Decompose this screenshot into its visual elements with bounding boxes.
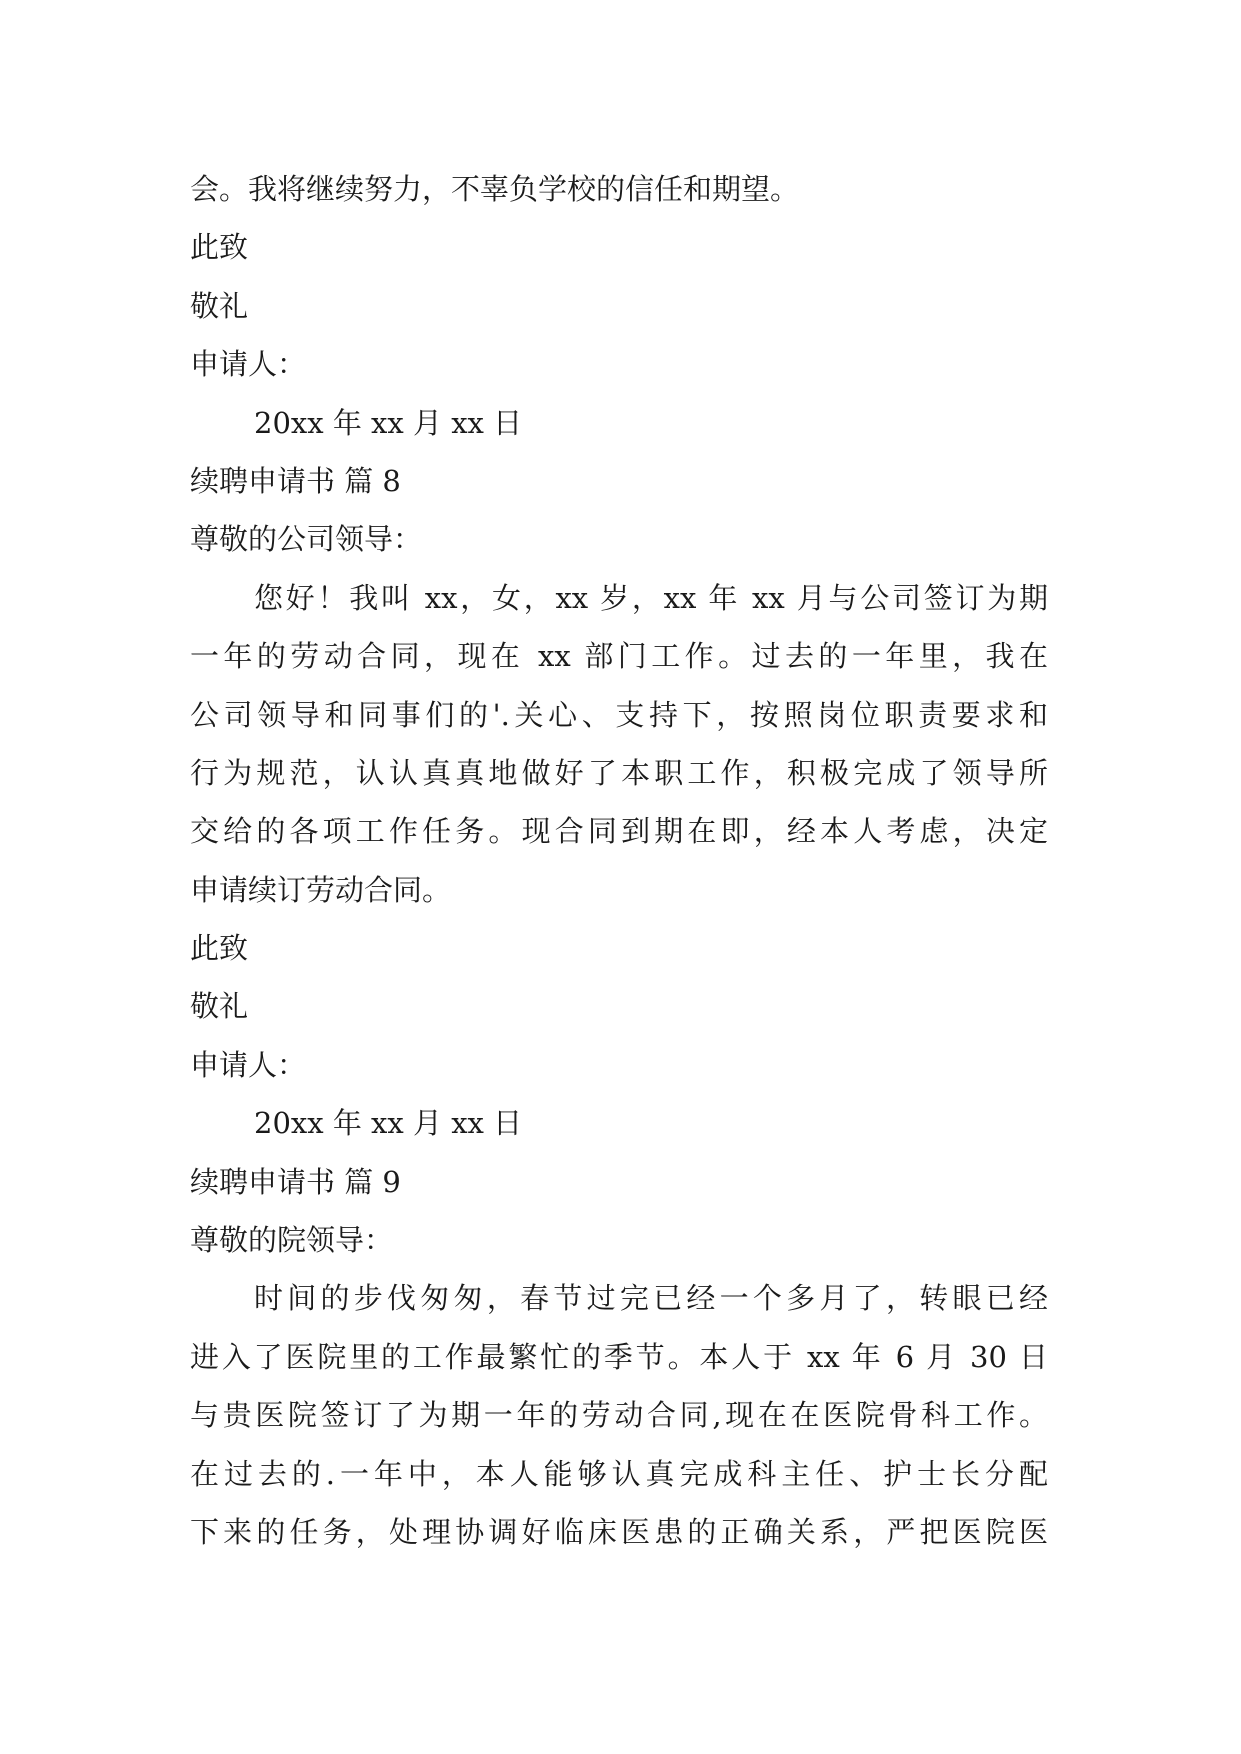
- paragraph-line: 行为规范，认认真真地做好了本职工作，积极完成了领导所: [190, 755, 1048, 790]
- document-body: [190, 160, 1048, 1561]
- paragraph-line: 一年的劳动合同，现在 xx 部门工作。过去的一年里，我在: [190, 639, 1048, 674]
- paragraph-line: 您好！我叫 xx，女，xx 岁，xx 年 xx 月与公司签订为期: [254, 580, 1048, 615]
- greeting: 尊敬的院领导：: [190, 1223, 394, 1258]
- applicant-label: 申请人：: [190, 347, 307, 382]
- applicant-label: 申请人：: [190, 1047, 307, 1082]
- paragraph-line: 申请续订劳动合同。: [190, 872, 452, 907]
- closing-salutation: 此致: [190, 931, 249, 966]
- closing-regards: 敬礼: [190, 288, 249, 323]
- closing-salutation: 此致: [190, 230, 249, 265]
- greeting: 尊敬的公司领导：: [190, 522, 423, 557]
- paragraph-line: 会。我将继续努力，不辜负学校的信任和期望。: [190, 172, 800, 206]
- date-line: 20xx 年 xx 月 xx 日: [254, 1106, 523, 1141]
- paragraph-line: 公司领导和同事们的'.关心、支持下，按照岗位职责要求和: [190, 697, 1048, 732]
- date-line: 20xx 年 xx 月 xx 日: [254, 405, 523, 440]
- paragraph-line: 下来的任务，处理协调好临床医患的正确关系，严把医院医: [190, 1514, 1048, 1549]
- section-title: 续聘申请书 篇 8: [190, 463, 401, 498]
- closing-regards: 敬礼: [190, 989, 249, 1024]
- paragraph-line: 在过去的.一年中，本人能够认真完成科主任、护士长分配: [190, 1456, 1048, 1491]
- section-title: 续聘申请书 篇 9: [190, 1164, 401, 1199]
- paragraph-line: 与贵医院签订了为期一年的劳动合同,现在在医院骨科工作。: [190, 1398, 1048, 1433]
- paragraph-line: 交给的各项工作任务。现合同到期在即，经本人考虑，决定: [190, 814, 1048, 849]
- paragraph-line: 进入了医院里的工作最繁忙的季节。本人于 xx 年 6 月 30 日: [190, 1339, 1048, 1374]
- paragraph-line: 时间的步伐匆匆，春节过完已经一个多月了，转眼已经: [254, 1281, 1048, 1316]
